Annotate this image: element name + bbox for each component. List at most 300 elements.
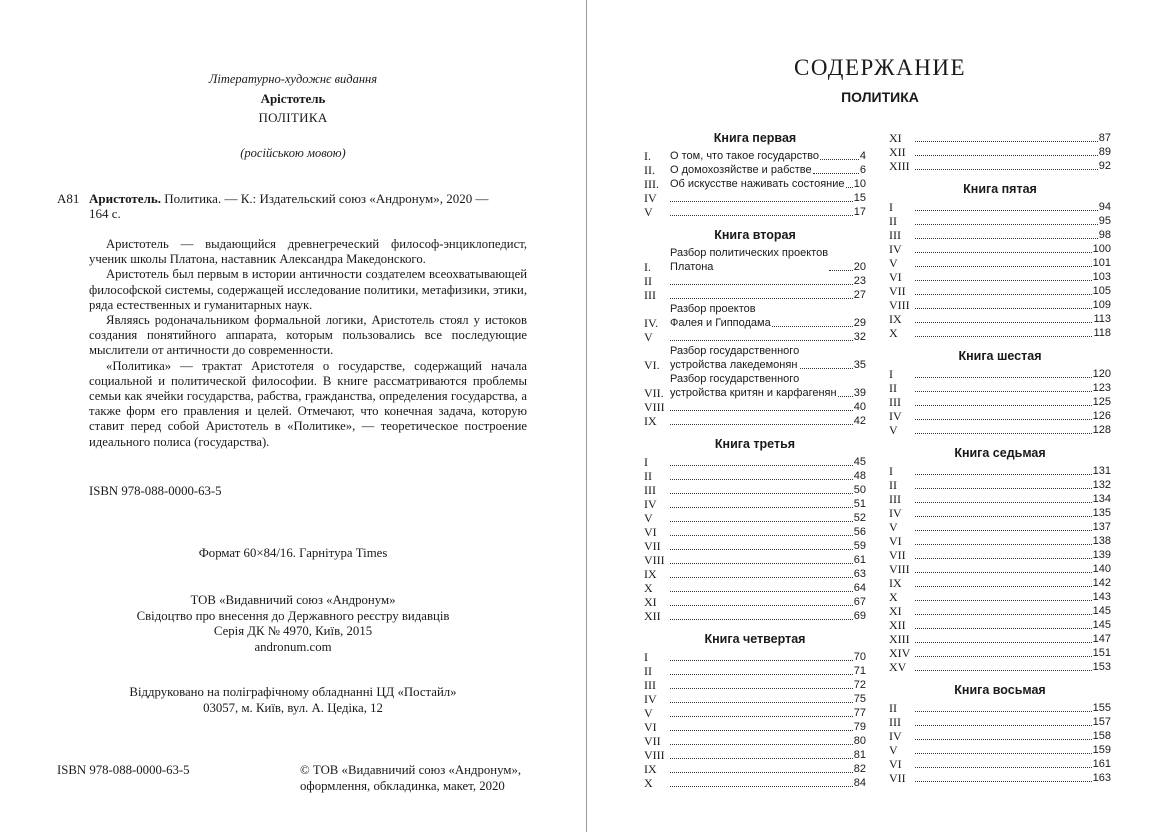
page-number: 155 — [1092, 702, 1111, 714]
page-number: 20 — [853, 261, 866, 273]
toc-entry — [889, 492, 1111, 506]
chapter-number: VI — [889, 270, 902, 284]
copyright-block — [300, 763, 521, 794]
printing-line: Віддруковано на поліграфічному обладнанні ЦД «Постайл» — [129, 685, 457, 699]
dot-leader — [915, 405, 1092, 406]
toc-entry — [889, 506, 1111, 520]
entry-body — [670, 288, 866, 302]
page-number: 142 — [1092, 577, 1111, 589]
page-number: 145 — [1092, 605, 1111, 617]
entry-body — [915, 492, 1111, 506]
page-number: 67 — [853, 596, 866, 608]
entry-body — [670, 720, 866, 734]
toc-entry — [644, 163, 866, 177]
page-number: 87 — [1098, 132, 1111, 144]
entry-body — [670, 539, 866, 553]
toc-entry — [889, 478, 1111, 492]
dot-leader — [670, 688, 853, 689]
toc-entry — [644, 497, 866, 511]
publisher-line: ТОВ «Видавничий союз «Андронум» — [190, 593, 396, 607]
entry-body — [670, 650, 866, 664]
page-number: 140 — [1092, 563, 1111, 575]
page-number: 4 — [859, 150, 866, 162]
annotation-paragraph: «Политика» — трактат Аристотеля о государстве, содержащий начала социальной и политической философии. В книге рассматриваются проблемы семьи как ячейки государства, рабства, гражданства, определения государства, а также форм его правления и целей. Отмечают, что конечная задача, которую ставит перед собой Аристотель в «Политике», — теоретическое построение идеального полиса (государства). — [89, 358, 527, 449]
chapter-number: I — [644, 455, 648, 469]
entry-body — [915, 312, 1111, 326]
biblio-pages: 164 с. — [89, 206, 121, 221]
format-line: Формат 60×84/16. Гарнітура Times — [198, 546, 388, 560]
entry-body — [670, 664, 866, 678]
chapter-number: X — [644, 581, 653, 595]
dot-leader — [915, 711, 1092, 712]
printing-line: 03057, м. Київ, вул. А. Цедіка, 12 — [203, 700, 383, 715]
dot-leader — [915, 238, 1098, 239]
toc-entry — [889, 590, 1111, 604]
toc-entry — [644, 776, 866, 790]
chapter-number: I — [889, 464, 893, 478]
dot-leader — [915, 294, 1092, 295]
chapter-number: VIII — [644, 748, 665, 762]
toc-entry — [889, 423, 1111, 437]
printing-block — [0, 685, 586, 716]
chapter-number: VII — [644, 734, 661, 748]
page-number: 131 — [1092, 465, 1111, 477]
entry-body — [915, 743, 1111, 757]
entry-body — [670, 525, 866, 539]
page-number: 105 — [1092, 285, 1111, 297]
dot-leader — [670, 535, 853, 536]
chapter-number: III — [889, 228, 901, 242]
isbn-bottom: ISBN 978-088-0000-63-5 — [57, 763, 190, 777]
entry-body — [915, 423, 1111, 437]
entry-body — [915, 701, 1111, 715]
toc-entry — [889, 576, 1111, 590]
chapter-number: II — [889, 478, 897, 492]
toc-book-title: Книга четвертая — [704, 632, 806, 646]
page-number: 132 — [1092, 479, 1111, 491]
entry-body — [915, 646, 1111, 660]
isbn-top: ISBN 978-088-0000-63-5 — [89, 484, 222, 498]
toc-entry — [889, 771, 1111, 785]
toc-book-section — [644, 436, 866, 623]
toc-entry — [644, 720, 866, 734]
publisher-block — [0, 593, 586, 655]
dot-leader — [670, 660, 853, 661]
toc-entry — [644, 762, 866, 776]
chapter-number: VII. — [644, 386, 664, 400]
toc-entry — [889, 367, 1111, 381]
entry-body — [670, 706, 866, 720]
chapter-number: VII — [889, 771, 906, 785]
dot-leader — [915, 572, 1092, 573]
entry-body — [670, 469, 866, 483]
entry-body — [915, 534, 1111, 548]
entry-body — [670, 553, 866, 567]
toc-book-title: Книга пятая — [963, 182, 1037, 196]
chapter-number: IV — [644, 497, 657, 511]
chapter-number: V — [889, 423, 898, 437]
toc-entry — [644, 455, 866, 469]
chapter-number: IX — [644, 414, 657, 428]
dot-leader — [915, 377, 1092, 378]
dot-leader — [670, 577, 853, 578]
page-number: 138 — [1092, 535, 1111, 547]
page-number: 161 — [1092, 758, 1111, 770]
dot-leader — [915, 614, 1092, 615]
entry-body — [915, 200, 1111, 214]
page-number: 27 — [853, 289, 866, 301]
toc-entry — [889, 228, 1111, 242]
page-number: 29 — [853, 317, 866, 329]
toc-entry — [644, 609, 866, 623]
page-number: 151 — [1092, 647, 1111, 659]
page-number: 17 — [853, 206, 866, 218]
page-number: 48 — [853, 470, 866, 482]
entry-body — [915, 214, 1111, 228]
dot-leader — [670, 479, 853, 480]
dot-leader — [670, 619, 853, 620]
dot-leader — [915, 433, 1092, 434]
page-number: 50 — [853, 484, 866, 496]
dot-leader — [670, 424, 853, 425]
dot-leader — [915, 308, 1092, 309]
chapter-number: IV — [644, 191, 657, 205]
dot-leader — [915, 266, 1092, 267]
chapter-number: IX — [644, 762, 657, 776]
toc-entry — [889, 200, 1111, 214]
toc-entry — [889, 131, 1111, 145]
entry-body — [670, 414, 866, 428]
page-number: 6 — [859, 164, 866, 176]
dot-leader — [915, 628, 1092, 629]
entry-body — [670, 191, 866, 205]
dot-leader — [915, 488, 1092, 489]
toc-entry — [644, 469, 866, 483]
annotation-paragraph: Аристотель был первым в истории античности создателем всеохватывающей философской системы, содержащей исследование политики, метафизики, этики, ряда естественных и гуманитарных наук. — [89, 267, 527, 312]
dot-leader — [915, 419, 1092, 420]
page-number: 163 — [1092, 772, 1111, 784]
chapter-number: II — [644, 469, 652, 483]
toc-entry — [889, 757, 1111, 771]
entry-body — [670, 163, 866, 177]
entry-body — [670, 511, 866, 525]
entry-body — [915, 242, 1111, 256]
dot-leader — [915, 155, 1098, 156]
chapter-title: О том, что такое государство — [670, 150, 819, 162]
chapter-number: IX — [644, 567, 657, 581]
page-number: 98 — [1098, 229, 1111, 241]
chapter-number: V — [644, 511, 653, 525]
toc-entry — [644, 706, 866, 720]
toc-book-title: Книга седьмая — [954, 446, 1046, 460]
dot-leader — [670, 674, 853, 675]
page-number: 89 — [1098, 146, 1111, 158]
entry-body — [670, 274, 866, 288]
dot-leader — [670, 201, 853, 202]
toc-entry — [644, 149, 866, 163]
chapter-number: VI — [889, 757, 902, 771]
toc-entry — [644, 595, 866, 609]
page-number: 64 — [853, 582, 866, 594]
entry-body — [915, 409, 1111, 423]
page-number: 59 — [853, 540, 866, 552]
dot-leader — [670, 744, 853, 745]
dot-leader — [915, 656, 1092, 657]
toc-book-section — [889, 131, 1111, 173]
entry-body — [670, 455, 866, 469]
toc-entry — [889, 604, 1111, 618]
entry-body — [670, 595, 866, 609]
page-number: 81 — [853, 749, 866, 761]
chapter-number: VIII — [889, 562, 910, 576]
page-number: 45 — [853, 456, 866, 468]
dot-leader — [915, 391, 1092, 392]
publisher-line: Свідоцтво про внесення до Державного реєстру видавців — [136, 608, 450, 623]
toc-book-title: Книга восьмая — [954, 683, 1046, 697]
page-number: 63 — [853, 568, 866, 580]
chapter-number: XIV — [889, 646, 911, 660]
toc-entry — [889, 409, 1111, 423]
page-number: 23 — [853, 275, 866, 287]
toc-subtitle: ПОЛИТИКА — [841, 89, 919, 105]
toc-book-section — [644, 631, 866, 790]
page-number: 100 — [1092, 243, 1111, 255]
dot-leader — [915, 474, 1092, 475]
entry-body — [670, 762, 866, 776]
chapter-number: XV — [889, 660, 907, 674]
toc-entry — [644, 246, 866, 274]
dot-leader — [813, 173, 859, 174]
chapter-number: IV — [889, 409, 902, 423]
chapter-number: XI — [644, 595, 657, 609]
dot-leader — [670, 786, 853, 787]
chapter-number: VII — [889, 548, 906, 562]
toc-entry — [644, 748, 866, 762]
chapter-number: VIII — [644, 553, 665, 567]
dot-leader — [915, 336, 1092, 337]
toc-entry — [644, 177, 866, 191]
entry-body — [670, 177, 866, 191]
chapter-number: V — [889, 743, 898, 757]
chapter-number: I — [889, 367, 893, 381]
chapter-number: I. — [644, 149, 651, 163]
toc-entry — [889, 520, 1111, 534]
dot-leader — [915, 739, 1092, 740]
entry-body — [670, 344, 866, 372]
page-number: 113 — [1093, 313, 1111, 325]
toc-entry — [644, 692, 866, 706]
entry-body — [915, 618, 1111, 632]
toc-entry — [644, 205, 866, 219]
contents-page — [587, 0, 1173, 832]
chapter-number: XIII — [889, 632, 910, 646]
toc-book-title: Книга первая — [713, 131, 797, 145]
toc-title: СОДЕРЖАНИЕ — [793, 55, 966, 80]
chapter-number: VI — [644, 525, 657, 539]
page-number: 139 — [1092, 549, 1111, 561]
chapter-number: X — [889, 326, 898, 340]
chapter-number: VI — [644, 720, 657, 734]
toc-book-section — [644, 130, 866, 219]
entry-body — [915, 520, 1111, 534]
entry-body — [915, 729, 1111, 743]
page-number: 92 — [1098, 160, 1111, 172]
toc-book-section — [889, 682, 1111, 785]
toc-entry — [889, 242, 1111, 256]
toc-entry — [889, 145, 1111, 159]
toc-entry — [889, 395, 1111, 409]
chapter-number: VII — [644, 539, 661, 553]
toc-column-right — [889, 131, 1111, 785]
entry-body — [915, 131, 1111, 145]
entry-body — [670, 302, 866, 330]
toc-entry — [644, 344, 866, 372]
chapter-number: IV — [889, 506, 902, 520]
toc-column-left — [644, 130, 866, 790]
toc-entry — [889, 618, 1111, 632]
toc-entry — [889, 701, 1111, 715]
chapter-number: XI — [889, 131, 902, 145]
entry-body — [915, 562, 1111, 576]
dot-leader — [670, 507, 853, 508]
chapter-number: VIII — [889, 298, 910, 312]
annotation-paragraph: Аристотель — выдающийся древнегреческий философ-энциклопедист, ученик школы Платона, наставник Александра Македонского. — [89, 237, 527, 267]
library-code: А81 — [57, 191, 80, 206]
toc-entry — [889, 632, 1111, 646]
toc-entry — [889, 548, 1111, 562]
page-number: 79 — [853, 721, 866, 733]
entry-body — [670, 483, 866, 497]
entry-body — [670, 776, 866, 790]
toc-entry — [889, 326, 1111, 340]
toc-entry — [889, 270, 1111, 284]
toc-entry — [889, 159, 1111, 173]
chapter-number: II — [889, 214, 897, 228]
page-number: 123 — [1092, 382, 1111, 394]
chapter-number: V — [889, 256, 898, 270]
dot-leader — [915, 252, 1092, 253]
entry-body — [915, 284, 1111, 298]
chapter-title: Разбор политических проектов Платона — [670, 247, 829, 273]
page-number: 159 — [1092, 744, 1111, 756]
dot-leader — [670, 465, 853, 466]
entry-body — [670, 678, 866, 692]
author-name: Арістотель — [260, 91, 326, 106]
page-number: 134 — [1092, 493, 1111, 505]
chapter-number: IV — [889, 729, 902, 743]
toc-entry — [889, 646, 1111, 660]
copyright-line: оформлення, обкладинка, макет, 2020 — [300, 778, 505, 793]
toc-book-title: Книга вторая — [714, 228, 796, 242]
entry-body — [670, 372, 866, 400]
annotation-paragraph: Являясь родоначальником формальной логики, Аристотель стоял у истоков создания понятийного аппарата, которым пользовались все последующие мыслители от античности до современности. — [89, 313, 527, 358]
dot-leader — [670, 730, 853, 731]
dot-leader — [915, 725, 1092, 726]
dot-leader — [670, 591, 853, 592]
toc-book-title: Книга шестая — [958, 349, 1042, 363]
page-number: 128 — [1092, 424, 1111, 436]
entry-body — [670, 567, 866, 581]
dot-leader — [670, 215, 853, 216]
entry-body — [915, 270, 1111, 284]
chapter-number: XIII — [889, 159, 910, 173]
toc-entry — [889, 464, 1111, 478]
chapter-number: II — [889, 701, 897, 715]
chapter-number: II — [644, 274, 652, 288]
dot-leader — [670, 340, 853, 341]
imprint-page — [0, 0, 586, 832]
entry-body — [670, 246, 866, 274]
entry-body — [915, 715, 1111, 729]
chapter-number: V — [644, 205, 653, 219]
page-number: 94 — [1098, 201, 1111, 213]
dot-leader — [800, 368, 853, 369]
entry-body — [915, 506, 1111, 520]
chapter-number: II. — [644, 163, 655, 177]
toc-entry — [644, 581, 866, 595]
page-number: 84 — [853, 777, 866, 789]
chapter-number: I — [889, 200, 893, 214]
toc-entry — [644, 650, 866, 664]
toc-entry — [644, 274, 866, 288]
entry-body — [915, 367, 1111, 381]
dot-leader — [670, 549, 853, 550]
entry-body — [670, 330, 866, 344]
toc-entry — [644, 288, 866, 302]
entry-body — [915, 576, 1111, 590]
chapter-number: IV — [889, 242, 902, 256]
toc-entry — [889, 562, 1111, 576]
edition-type: Літературно-художнє видання — [208, 72, 378, 86]
page-number: 56 — [853, 526, 866, 538]
toc-entry — [889, 256, 1111, 270]
dot-leader — [915, 169, 1098, 170]
page-number: 135 — [1092, 507, 1111, 519]
entry-body — [670, 497, 866, 511]
page-number: 101 — [1092, 257, 1111, 269]
annotation — [89, 237, 527, 450]
dot-leader — [670, 521, 853, 522]
page-number: 77 — [853, 707, 866, 719]
chapter-number: IX — [889, 576, 902, 590]
page-number: 71 — [853, 665, 866, 677]
page-number: 95 — [1098, 215, 1111, 227]
dot-leader — [915, 781, 1092, 782]
dot-leader — [915, 224, 1098, 225]
entry-body — [915, 548, 1111, 562]
biblio-author: Аристотель. — [89, 191, 161, 206]
toc-entry — [644, 302, 866, 330]
entry-body — [670, 149, 866, 163]
page-number: 35 — [853, 359, 866, 371]
chapter-title: Разбор государственного устройства критян и карфагенян — [670, 373, 837, 399]
page-number: 147 — [1092, 633, 1111, 645]
toc-entry — [644, 191, 866, 205]
chapter-number: VII — [889, 284, 906, 298]
chapter-number: II — [644, 664, 652, 678]
page-number: 120 — [1092, 368, 1111, 380]
toc-entry — [644, 664, 866, 678]
dot-leader — [915, 210, 1098, 211]
chapter-number: VIII — [644, 400, 665, 414]
chapter-number: III — [644, 483, 656, 497]
page-number: 143 — [1092, 591, 1111, 603]
chapter-number: X — [889, 590, 898, 604]
page-number: 75 — [853, 693, 866, 705]
entry-body — [915, 660, 1111, 674]
page-number: 40 — [853, 401, 866, 413]
bibliographic-record — [89, 191, 529, 221]
